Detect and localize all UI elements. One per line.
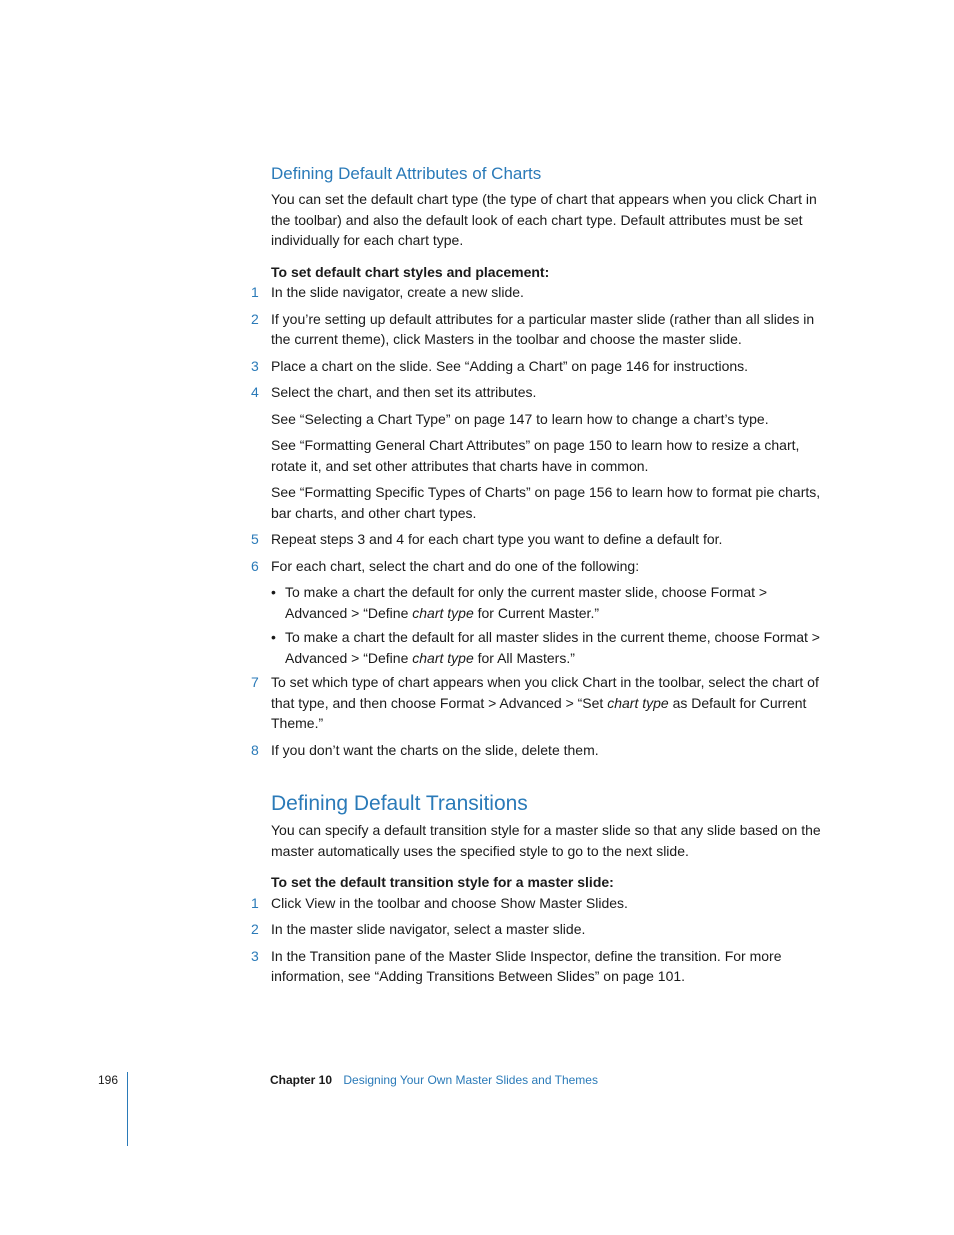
running-footer [270,1072,598,1088]
step-text: In the master slide navigator, select a master slide. [271,921,586,937]
step-number: 3 [251,947,259,964]
step-item [251,356,823,377]
step-number: 2 [251,310,259,327]
step-text: Click View in the toolbar and choose Show Master Slides. [271,894,628,911]
bullet-item: • To make a chart the default for only the current master slide, choose Format > Advanced > “Define chart type for Current Master.” [271,584,768,621]
step-text: Place a chart on the slide. See “Adding a Chart” on page 146 for instructions. [271,357,749,374]
section-intro: You can set the default chart type (the type of chart that appears when you click Chart in the toolbar) and also the default look of each chart type. Default attributes must be set individually for each chart type. [271,191,817,248]
bullet-item: • To make a chart the default for all master slides in the current theme, choose Format > Advanced > “Define chart type for All Masters.” [271,629,820,666]
bullet-marker: • [271,584,276,600]
step-text: Select the chart, and then set its attributes. [271,384,537,400]
step-number: 2 [251,921,259,937]
step-item [251,529,823,550]
page-number: 196 [98,1073,119,1087]
step-item: 7 To set which type of chart appears when you click Chart in the toolbar, select the chart of that type, and then choose Format > Advanced > “Set chart type as Default for Current Theme.” [251,674,819,731]
step-text: For each chart, select the chart and do one of the following: [271,557,640,574]
step-number: 1 [251,894,259,911]
step-number: 4 [251,384,259,400]
step-item [251,556,823,577]
step-text: Repeat steps 3 and 4 for each chart type you want to define a default for. [271,531,723,547]
italic-term: chart type [412,604,474,621]
bullet-list [271,582,823,668]
step-note: See “Formatting Specific Types of Charts” on page 156 to learn how to format pie charts, bar charts, and other chart types. [271,484,821,521]
step-note: See “Selecting a Chart Type” on page 147 to learn how to change a chart’s type. [271,410,769,427]
step-item [251,382,823,403]
section-heading-chart-defaults: Defining Default Attributes of Charts [271,164,542,183]
step-item [251,946,823,987]
chapter-title: Designing Your Own Master Slides and Themes [343,1073,598,1087]
page-content [251,163,823,993]
step-number: 3 [251,357,259,374]
step-item [251,919,823,940]
step-number: 5 [251,531,259,547]
footer-divider [127,1072,128,1146]
step-text: If you don’t want the charts on the slide, delete them. [271,741,599,758]
step-item [251,893,823,914]
step-item [251,282,823,303]
step-item [251,740,823,761]
task-heading: To set the default transition style for a master slide: [271,874,614,890]
step-number: 8 [251,741,259,758]
italic-term: chart type [412,649,474,666]
italic-term: chart type [607,694,669,711]
step-number: 1 [251,284,259,300]
bullet-marker: • [271,629,276,645]
step-text: In the slide navigator, create a new slide. [271,284,524,300]
section-intro: You can specify a default transition style for a master slide so that any slide based on the master automatically uses the specified style to go to the next slide. [271,822,821,859]
step-item [251,309,823,350]
step-number: 7 [251,674,259,690]
step-text: If you’re setting up default attributes for a particular master slide (rather than all slides in the current theme), click Masters in the toolbar and choose the master slide. [271,310,815,347]
task-heading: To set default chart styles and placement: [271,263,550,280]
step-number: 6 [251,557,259,574]
step-text: In the Transition pane of the Master Slide Inspector, define the transition. For more information, see “Adding Transitions Between Slides” on page 101. [271,947,782,984]
step-note: See “Formatting General Chart Attributes” on page 150 to learn how to resize a chart, rotate it, and set other attributes that charts have in common. [271,437,800,474]
section-heading-transitions: Defining Default Transitions [271,792,528,815]
chapter-label: Chapter 10 [270,1073,333,1087]
